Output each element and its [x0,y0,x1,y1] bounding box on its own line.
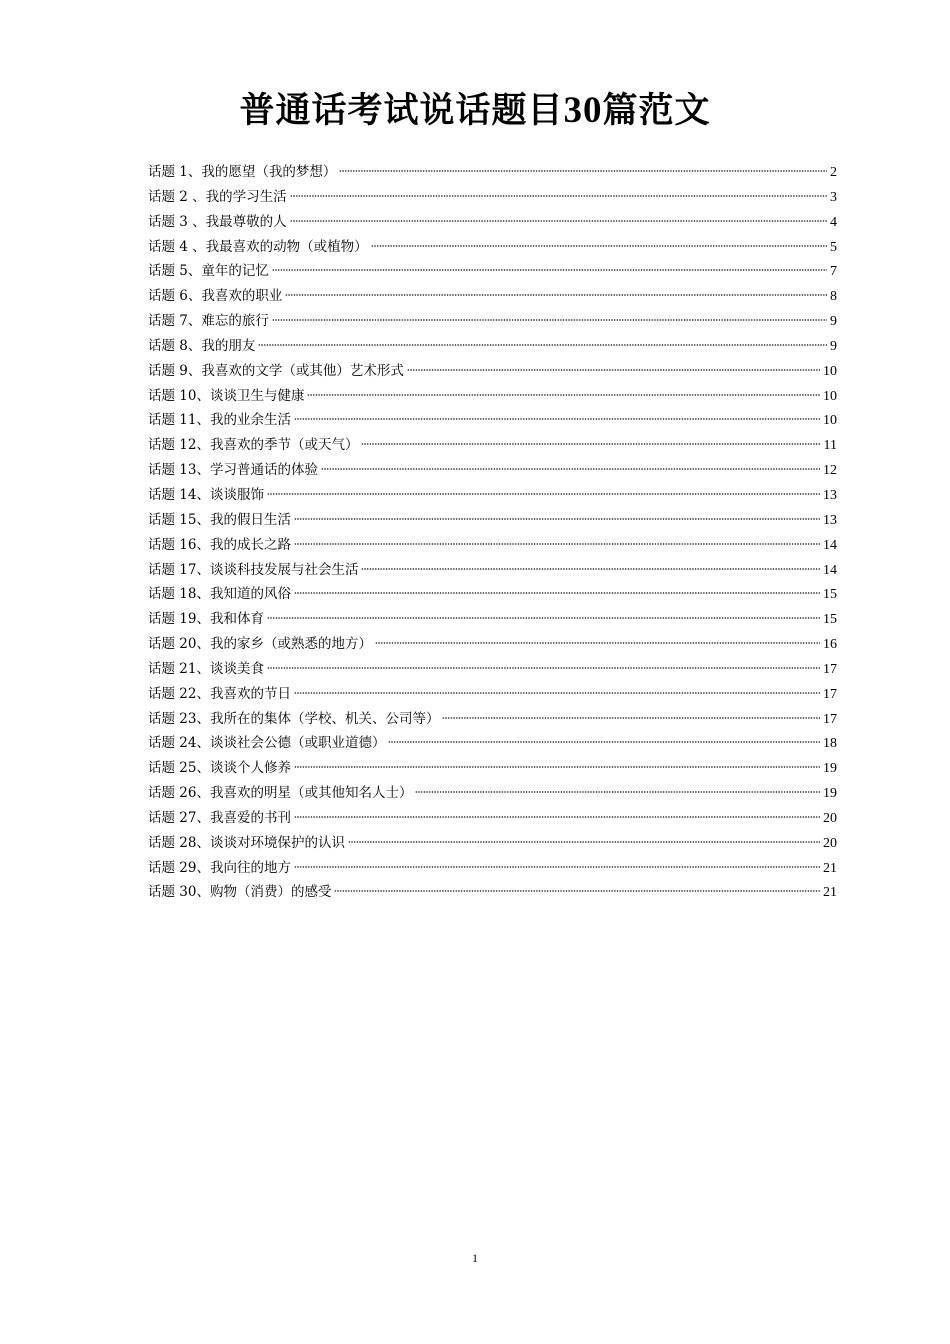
toc-dot-leader [294,540,820,546]
toc-entry-title: 话题 27、我喜爱的书刊 [148,809,291,826]
toc-dot-leader [294,415,820,421]
page-number: 1 [472,1251,478,1265]
toc-entry[interactable] [148,856,837,881]
toc-entry-title: 话题 14、谈谈服饰 [148,486,264,503]
toc-entry[interactable] [148,880,837,905]
toc-entry-title: 话题 28、谈谈对环境保护的认识 [148,834,345,851]
toc-entry-page: 4 [830,214,837,230]
toc-entry-title: 话题 24、谈谈社会公德（或职业道德） [148,735,386,752]
toc-entry-title: 话题 3 、我最尊敬的人 [148,213,287,230]
toc-entry-page: 19 [823,761,837,777]
toc-entry-page: 12 [823,463,837,479]
toc-entry-page: 10 [823,413,837,429]
toc-dot-leader [285,291,827,297]
toc-entry[interactable] [148,533,837,558]
page-title [0,87,950,135]
toc-dot-leader [361,565,820,571]
toc-dot-leader [267,664,820,670]
toc-entry-title: 话题 1、我的愿望（我的梦想） [148,164,337,180]
toc-dot-leader [267,614,820,620]
toc-dot-leader [307,391,820,397]
toc-entry-title: 话题 26、我喜欢的明星（或其他知名人士） [148,785,413,802]
toc-entry-page: 21 [823,860,837,876]
toc-entry[interactable] [148,160,837,185]
toc-entry-title: 话题 10、谈谈卫生与健康 [148,387,305,404]
toc-dot-leader [267,490,820,496]
toc-entry[interactable] [148,707,837,732]
toc-entry-page: 18 [823,736,837,752]
toc-entry[interactable] [148,433,837,458]
toc-dot-leader [272,266,827,272]
toc-entry[interactable] [148,235,837,260]
toc-entry-title: 话题 4 、我最喜欢的动物（或植物） [148,238,368,255]
toc-entry-title: 话题 23、我所在的集体（学校、机关、公司等） [148,710,440,727]
toc-entry[interactable] [148,508,837,533]
toc-entry[interactable] [148,483,837,508]
toc-entry-page: 9 [830,314,837,330]
toc-entry[interactable] [148,259,837,284]
toc-dot-leader [361,440,820,446]
toc-dot-leader [339,167,827,173]
toc-entry-title: 话题 30、购物（消费）的感受 [148,884,332,901]
toc-entry-page: 9 [830,338,837,354]
toc-entry-title: 话题 21、谈谈美食 [148,660,264,677]
toc-entry[interactable] [148,731,837,756]
toc-dot-leader [290,192,827,198]
toc-entry-title: 话题 17、谈谈科技发展与社会生活 [148,561,359,578]
toc-entry[interactable] [148,607,837,632]
toc-entry[interactable] [148,831,837,856]
toc-entry[interactable] [148,408,837,433]
title-prefix: 普通话考试说话题目 [239,90,564,132]
toc-entry-page: 15 [823,587,837,603]
table-of-contents [148,160,837,905]
toc-entry-title: 话题 29、我向往的地方 [148,859,291,876]
title-number: 30 [563,90,603,132]
toc-dot-leader [407,366,820,372]
toc-entry[interactable] [148,210,837,235]
toc-dot-leader [371,242,827,248]
toc-entry-page: 20 [823,810,837,826]
toc-dot-leader [294,689,820,695]
toc-entry-page: 13 [823,512,837,528]
toc-entry-title: 话题 11、我的业余生活 [148,412,291,429]
toc-entry-title: 话题 8、我的朋友 [148,337,256,354]
toc-entry-page: 21 [823,885,837,901]
toc-entry-title: 话题 16、我的成长之路 [148,536,291,553]
toc-entry-page: 3 [830,189,837,205]
toc-dot-leader [290,217,827,223]
toc-dot-leader [294,515,820,521]
toc-entry[interactable] [148,682,837,707]
toc-dot-leader [294,863,820,869]
toc-entry[interactable] [148,781,837,806]
toc-entry-title: 话题 6、我喜欢的职业 [148,288,283,305]
toc-entry[interactable] [148,582,837,607]
toc-entry-page: 10 [823,388,837,404]
toc-entry-page: 10 [823,363,837,379]
toc-entry-page: 13 [823,487,837,503]
toc-entry[interactable] [148,806,837,831]
toc-entry-page: 15 [823,612,837,628]
toc-entry-title: 话题 25、谈谈个人修养 [148,760,291,777]
toc-entry-title: 话题 18、我知道的风俗 [148,586,291,603]
toc-entry-title: 话题 7、难忘的旅行 [148,313,269,330]
toc-entry[interactable] [148,359,837,384]
toc-entry-page: 16 [823,637,837,653]
toc-dot-leader [272,316,827,322]
toc-entry-title: 话题 13、学习普通话的体验 [148,462,318,479]
toc-entry-page: 7 [830,264,837,280]
toc-entry[interactable] [148,284,837,309]
toc-entry[interactable] [148,309,837,334]
toc-entry[interactable] [148,657,837,682]
toc-entry-page: 2 [830,165,837,180]
toc-dot-leader [415,788,820,794]
toc-dot-leader [334,887,820,893]
toc-dot-leader [258,341,827,347]
toc-entry-page: 11 [823,438,837,454]
toc-entry-title: 话题 22、我喜欢的节日 [148,685,291,702]
toc-entry-page: 5 [830,239,837,255]
title-suffix: 篇范文 [602,90,711,132]
toc-entry-page: 17 [823,711,837,727]
toc-dot-leader [321,465,820,471]
toc-entry-title: 话题 5、童年的记忆 [148,263,269,280]
toc-entry[interactable] [148,558,837,583]
toc-entry[interactable] [148,384,837,409]
toc-entry-page: 14 [823,537,837,553]
toc-entry-page: 20 [823,835,837,851]
toc-entry-page: 8 [830,289,837,305]
toc-dot-leader [294,763,820,769]
toc-entry-title: 话题 20、我的家乡（或熟悉的地方） [148,636,372,653]
toc-entry-page: 17 [823,661,837,677]
toc-entry[interactable] [148,185,837,210]
toc-entry-page: 17 [823,686,837,702]
toc-dot-leader [294,589,820,595]
toc-dot-leader [442,714,820,720]
toc-entry-title: 话题 2 、我的学习生活 [148,188,287,205]
toc-dot-leader [388,738,820,744]
toc-entry[interactable] [148,756,837,781]
toc-entry-title: 话题 12、我喜欢的季节（或天气） [148,437,359,454]
toc-entry[interactable] [148,458,837,483]
toc-dot-leader [375,639,820,645]
toc-entry-page: 19 [823,786,837,802]
toc-dot-leader [294,813,820,819]
toc-entry[interactable] [148,632,837,657]
toc-dot-leader [348,838,820,844]
toc-entry[interactable] [148,334,837,359]
toc-entry-title: 话题 19、我和体育 [148,611,264,628]
toc-entry-title: 话题 15、我的假日生活 [148,511,291,528]
toc-entry-page: 14 [823,562,837,578]
toc-entry-title: 话题 9、我喜欢的文学（或其他）艺术形式 [148,362,404,379]
